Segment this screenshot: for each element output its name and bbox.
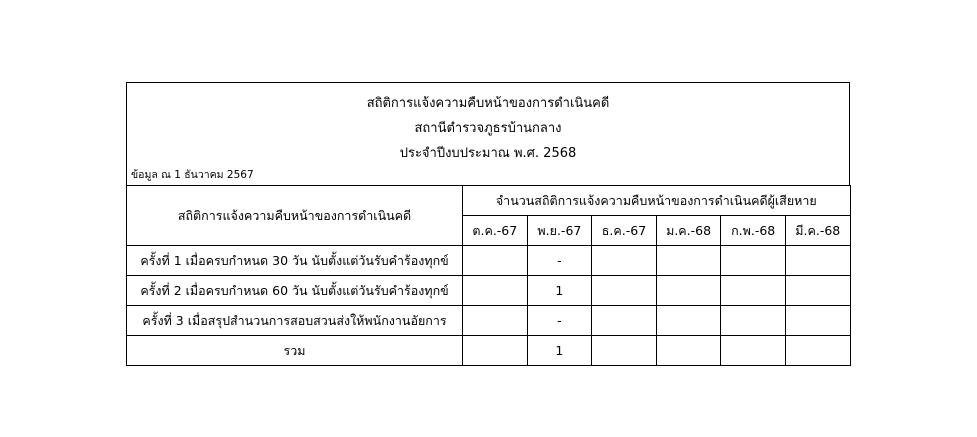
document-title-line-1: สถิติการแจ้งความคืบหน้าของการดำเนินคดี: [366, 96, 610, 111]
row-1-value-5: [721, 246, 786, 276]
table-body: [127, 246, 851, 366]
table-row: [127, 246, 851, 276]
row-total-value-6: [785, 336, 850, 366]
document-title-line-2: สถานีตำรวจภูธรบ้านกลาง: [414, 121, 562, 136]
header-group-label: จำนวนสถิติการแจ้งความคืบหน้าของการดำเนินคดีผู้เสียหาย: [463, 186, 851, 216]
row-1-value-4: [656, 246, 721, 276]
row-2-value-4: [656, 276, 721, 306]
table-row: [127, 276, 851, 306]
row-3-value-6: [785, 306, 850, 336]
row-2-value-6: [785, 276, 850, 306]
statistics-table: [126, 185, 851, 366]
row-2-value-2: 1: [527, 276, 592, 306]
row-total-value-4: [656, 336, 721, 366]
header-month-1: ต.ค.-67: [463, 216, 528, 246]
row-total-value-3: [592, 336, 657, 366]
header-month-5: ก.พ.-68: [721, 216, 786, 246]
row-1-value-6: [785, 246, 850, 276]
row-1-value-3: [592, 246, 657, 276]
row-total-value-2: 1: [527, 336, 592, 366]
header-month-3: ธ.ค.-67: [592, 216, 657, 246]
row-2-value-3: [592, 276, 657, 306]
statistics-document: [126, 82, 850, 366]
row-3-value-2: -: [527, 306, 592, 336]
row-total-value-1: [463, 336, 528, 366]
table-header: [127, 186, 851, 246]
row-label-total: รวม: [127, 336, 463, 366]
row-label-1: ครั้งที่ 1 เมื่อครบกำหนด 30 วัน นับตั้งแต่วันรับคำร้องทุกข์: [127, 246, 463, 276]
data-as-of-note: ข้อมูล ณ 1 ธันวาคม 2567: [131, 169, 254, 181]
table-row: [127, 306, 851, 336]
header-month-4: ม.ค.-68: [656, 216, 721, 246]
document-header: [126, 82, 850, 185]
row-label-3: ครั้งที่ 3 เมื่อสรุปสำนวนการสอบสวนส่งให้พนักงานอัยการ: [127, 306, 463, 336]
row-2-value-1: [463, 276, 528, 306]
row-3-value-5: [721, 306, 786, 336]
row-1-value-2: -: [527, 246, 592, 276]
row-label-2: ครั้งที่ 2 เมื่อครบกำหนด 60 วัน นับตั้งแต่วันรับคำร้องทุกข์: [127, 276, 463, 306]
header-month-2: พ.ย.-67: [527, 216, 592, 246]
row-3-value-1: [463, 306, 528, 336]
table-header-row-group: [127, 186, 851, 216]
header-month-6: มี.ค.-68: [785, 216, 850, 246]
row-3-value-3: [592, 306, 657, 336]
row-2-value-5: [721, 276, 786, 306]
table-row-total: [127, 336, 851, 366]
row-1-value-1: [463, 246, 528, 276]
header-row-label-column: สถิติการแจ้งความคืบหน้าของการดำเนินคดี: [127, 186, 463, 246]
document-title-line-3: ประจำปีงบประมาณ พ.ศ. 2568: [399, 146, 577, 161]
row-3-value-4: [656, 306, 721, 336]
row-total-value-5: [721, 336, 786, 366]
